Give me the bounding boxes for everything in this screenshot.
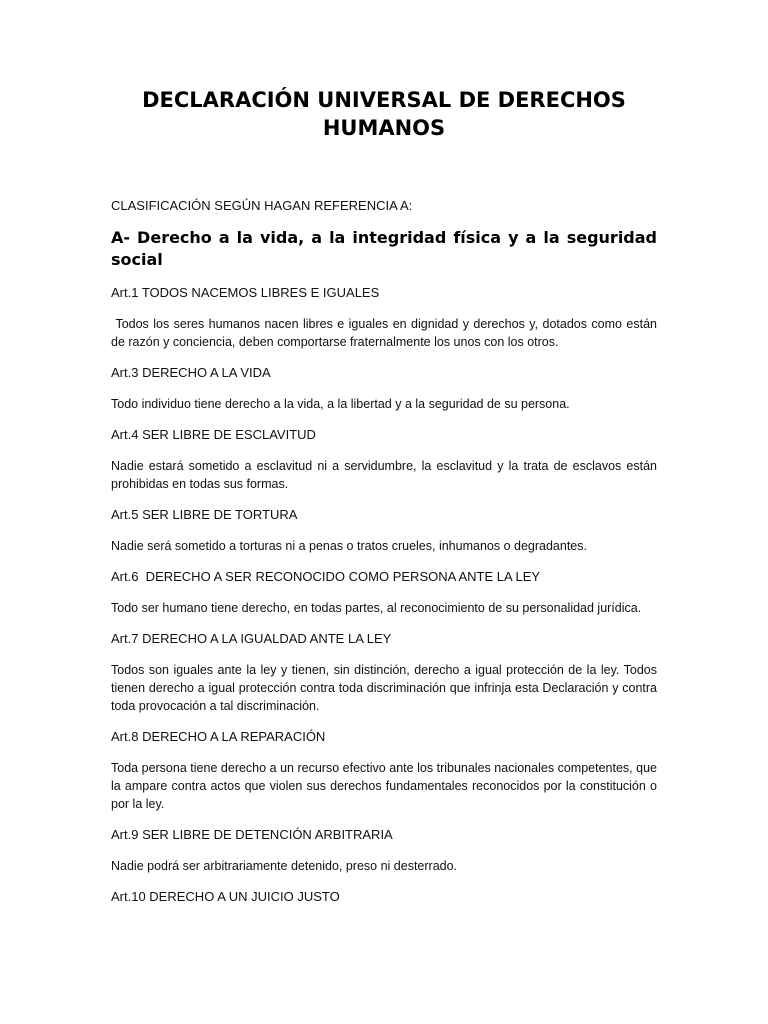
document-title: DECLARACIÓN UNIVERSAL DE DERECHOS HUMANOS: [142, 88, 626, 140]
article-10: [111, 889, 657, 905]
article-3: [111, 365, 657, 413]
article-title: Art.8 DERECHO A LA REPARACIÓN: [111, 729, 326, 744]
article-title: Art.6 DERECHO A SER RECONOCIDO COMO PERSONA ANTE LA LEY: [111, 569, 541, 584]
article-text: Toda persona tiene derecho a un recurso efectivo ante los tribunales nacionales competentes, que la ampare contra actos que violen sus derechos fundamentales reconocidos por la constitución o por la ley.: [111, 761, 657, 811]
article-5: [111, 507, 657, 555]
article-title: Art.5 SER LIBRE DE TORTURA: [111, 507, 298, 522]
article-text: Todos los seres humanos nacen libres e iguales en dignidad y derechos y, dotados como están de razón y conciencia, deben comportarse fraternalmente los unos con los otros.: [111, 317, 657, 349]
article-9: [111, 827, 657, 875]
article-text: Todo individuo tiene derecho a la vida, a la libertad y a la seguridad de su persona.: [111, 397, 570, 411]
article-title: Art.9 SER LIBRE DE DETENCIÓN ARBITRARIA: [111, 827, 393, 842]
article-title: Art.10 DERECHO A UN JUICIO JUSTO: [111, 889, 340, 904]
article-text: Todo ser humano tiene derecho, en todas partes, al reconocimiento de su personalidad jurídica.: [111, 601, 642, 615]
article-4: [111, 427, 657, 493]
classification-line: CLASIFICACIÓN SEGÚN HAGAN REFERENCIA A:: [111, 198, 413, 213]
article-text: Nadie podrá ser arbitrariamente detenido, preso ni desterrado.: [111, 859, 458, 873]
article-text: Nadie estará sometido a esclavitud ni a servidumbre, la esclavitud y la trata de esclavos están prohibidas en todas sus formas.: [111, 459, 657, 491]
article-title: Art.7 DERECHO A LA IGUALDAD ANTE LA LEY: [111, 631, 392, 646]
article-8: [111, 729, 657, 813]
section-heading: A- Derecho a la vida, a la integridad física y a la seguridad social: [111, 228, 657, 269]
article-7: [111, 631, 657, 715]
articles-list: [111, 285, 657, 905]
article-title: Art.1 TODOS NACEMOS LIBRES E IGUALES: [111, 285, 380, 300]
article-text: Nadie será sometido a torturas ni a penas o tratos crueles, inhumanos o degradantes.: [111, 539, 587, 553]
article-1: [111, 285, 657, 351]
article-title: Art.4 SER LIBRE DE ESCLAVITUD: [111, 427, 316, 442]
article-title: Art.3 DERECHO A LA VIDA: [111, 365, 271, 380]
article-text: Todos son iguales ante la ley y tienen, sin distinción, derecho a igual protección de la ley. Todos tienen derecho a igual protección contra toda discriminación que infrinja esta Declaración y contra toda provocación a tal discriminación.: [111, 663, 657, 713]
article-6: [111, 569, 657, 617]
